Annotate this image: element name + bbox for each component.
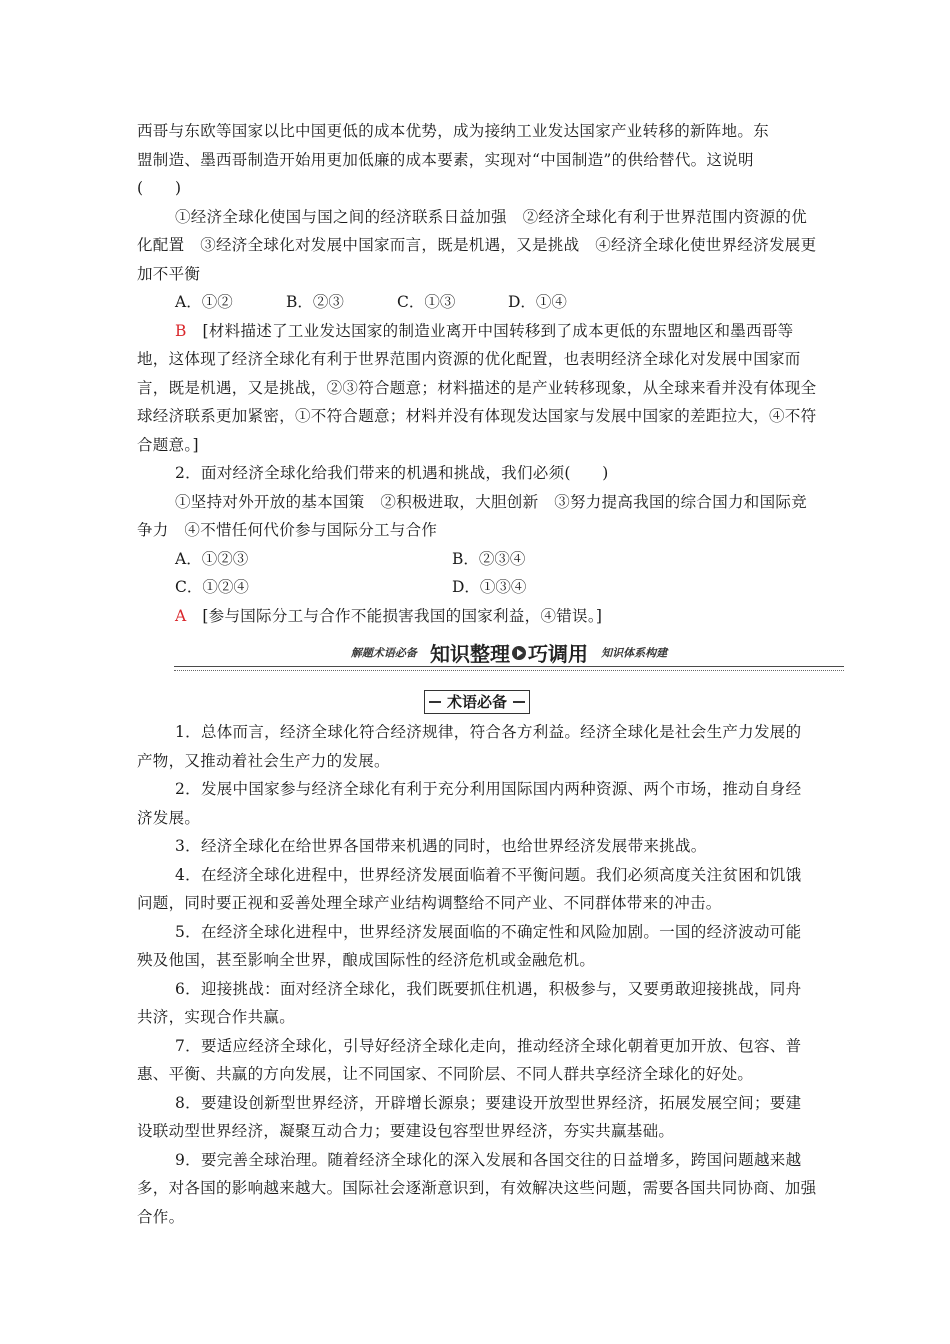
banner-title-right: 巧调用 bbox=[528, 642, 588, 666]
option-a: A．①② bbox=[175, 293, 233, 311]
question-1-stem-line: 西哥与东欧等国家以比中国更低的成本优势，成为接纳工业发达国家产业转移的新阵地。东 bbox=[137, 122, 770, 140]
question-2-options bbox=[137, 545, 817, 574]
term-item: 6．迎接挑战：面对经济全球化，我们既要抓住机遇，积极参与，又要勇敢迎接挑战，同舟共济，实现合作共赢。 bbox=[137, 979, 802, 1026]
term-item: 8．要建设创新型世界经济，开辟增长源泉；要建设开放型世界经济，拓展发展空间；要建设联动型世界经济，凝聚互动合力；要建设包容型世界经济，夯实共赢基础。 bbox=[137, 1093, 802, 1140]
question-1-stem-line: 盟制造、墨西哥制造开始用更加低廉的成本要素，实现对“中国制造”的供给替代。这说明 bbox=[137, 150, 754, 169]
question-1-options bbox=[137, 288, 817, 317]
question-1-stem-line: ( ) bbox=[137, 179, 182, 197]
section-title: 术语必备 bbox=[424, 690, 530, 714]
option-b: B．②③④ bbox=[452, 549, 526, 568]
answer-explanation: [参与国际分工与合作不能损害我国的国家利益，④错误。] bbox=[202, 606, 603, 625]
banner-rule bbox=[174, 666, 844, 667]
answer-explanation: [材料描述了工业发达国家的制造业离开中国转移到了成本更低的东盟地区和墨西哥等地，这体现了经济全球化有利于世界范围内资源的优化配置，也表明经济全球化对发展中国家而言，既是机遇，又是挑战，②③符合题意；材料描述的是产业转移现象，从全球来看并没有体现全球经济联系更加紧密，①不符合题意；材料并没有体现发达国家与发展中国家的差距拉大，④不符合题意。] bbox=[137, 321, 817, 454]
option-b: B．②③ bbox=[286, 293, 344, 311]
section-heading bbox=[137, 690, 817, 714]
term-item: 7．要适应经济全球化，引导好经济全球化走向，推动经济全球化朝着更加开放、包容、普惠、平衡、共赢的方向发展，让不同国家、不同阶层、不同人群共享经济全球化的好处。 bbox=[137, 1036, 802, 1083]
banner-left-caption: 解题术语必备 bbox=[350, 646, 417, 660]
question-2-options bbox=[137, 573, 817, 602]
term-item: 5．在经济全球化进程中，世界经济发展面临的不确定性和风险加剧。一国的经济波动可能殃及他国，甚至影响全世界，酿成国际性的经济危机或金融危机。 bbox=[137, 922, 802, 969]
document-page bbox=[137, 117, 817, 1231]
term-item: 1．总体而言，经济全球化符合经济规律，符合各方利益。经济全球化是社会生产力发展的产物，又推动着社会生产力的发展。 bbox=[137, 723, 802, 770]
option-a: A．①②③ bbox=[175, 549, 249, 568]
question-2-stem: 2．面对经济全球化给我们带来的机遇和挑战，我们必须( ) bbox=[175, 464, 609, 482]
option-d: D．①③④ bbox=[452, 578, 527, 596]
question-2-statements: ①坚持对外开放的基本国策 ②积极进取，大胆创新 ③努力提高我国的综合国力和国际竞争力 ④不惜任何代价参与国际分工与合作 bbox=[137, 492, 808, 539]
option-d: D．①④ bbox=[508, 293, 567, 311]
question-1-answer bbox=[137, 317, 817, 460]
question-2-answer bbox=[137, 602, 817, 631]
banner-right-caption: 知识体系构建 bbox=[601, 646, 668, 660]
banner-row bbox=[174, 638, 844, 667]
arrow-icon bbox=[512, 646, 526, 660]
option-c: C．①③ bbox=[397, 293, 456, 311]
answer-letter: B bbox=[175, 321, 187, 340]
term-item: 9．要完善全球治理。随着经济全球化的深入发展和各国交往的日益增多，跨国问题越来越多，对各国的影响越来越大。国际社会逐渐意识到，有效解决这些问题，需要各国共同协商、加强合作。 bbox=[137, 1150, 817, 1226]
answer-letter: A bbox=[175, 606, 187, 625]
section-banner bbox=[174, 638, 844, 678]
term-item: 2．发展中国家参与经济全球化有利于充分利用国际国内两种资源、两个市场，推动自身经济发展。 bbox=[137, 780, 802, 827]
term-item: 3．经济全球化在给世界各国带来机遇的同时，也给世界经济发展带来挑战。 bbox=[175, 837, 707, 855]
banner-title-left: 知识整理 bbox=[430, 642, 510, 666]
term-item: 4．在经济全球化进程中，世界经济发展面临着不平衡问题。我们必须高度关注贫困和饥饿问题，同时要正视和妥善处理全球产业结构调整给不同产业、不同群体带来的冲击。 bbox=[137, 865, 802, 912]
question-1-statements: ①经济全球化使国与国之间的经济联系日益加强 ②经济全球化有利于世界范围内资源的优化配置 ③经济全球化对发展中国家而言，既是机遇，又是挑战 ④经济全球化使世界经济发展更加不平衡 bbox=[137, 207, 817, 283]
option-c: C．①②④ bbox=[175, 578, 249, 596]
banner-dotted-rule bbox=[174, 670, 844, 671]
